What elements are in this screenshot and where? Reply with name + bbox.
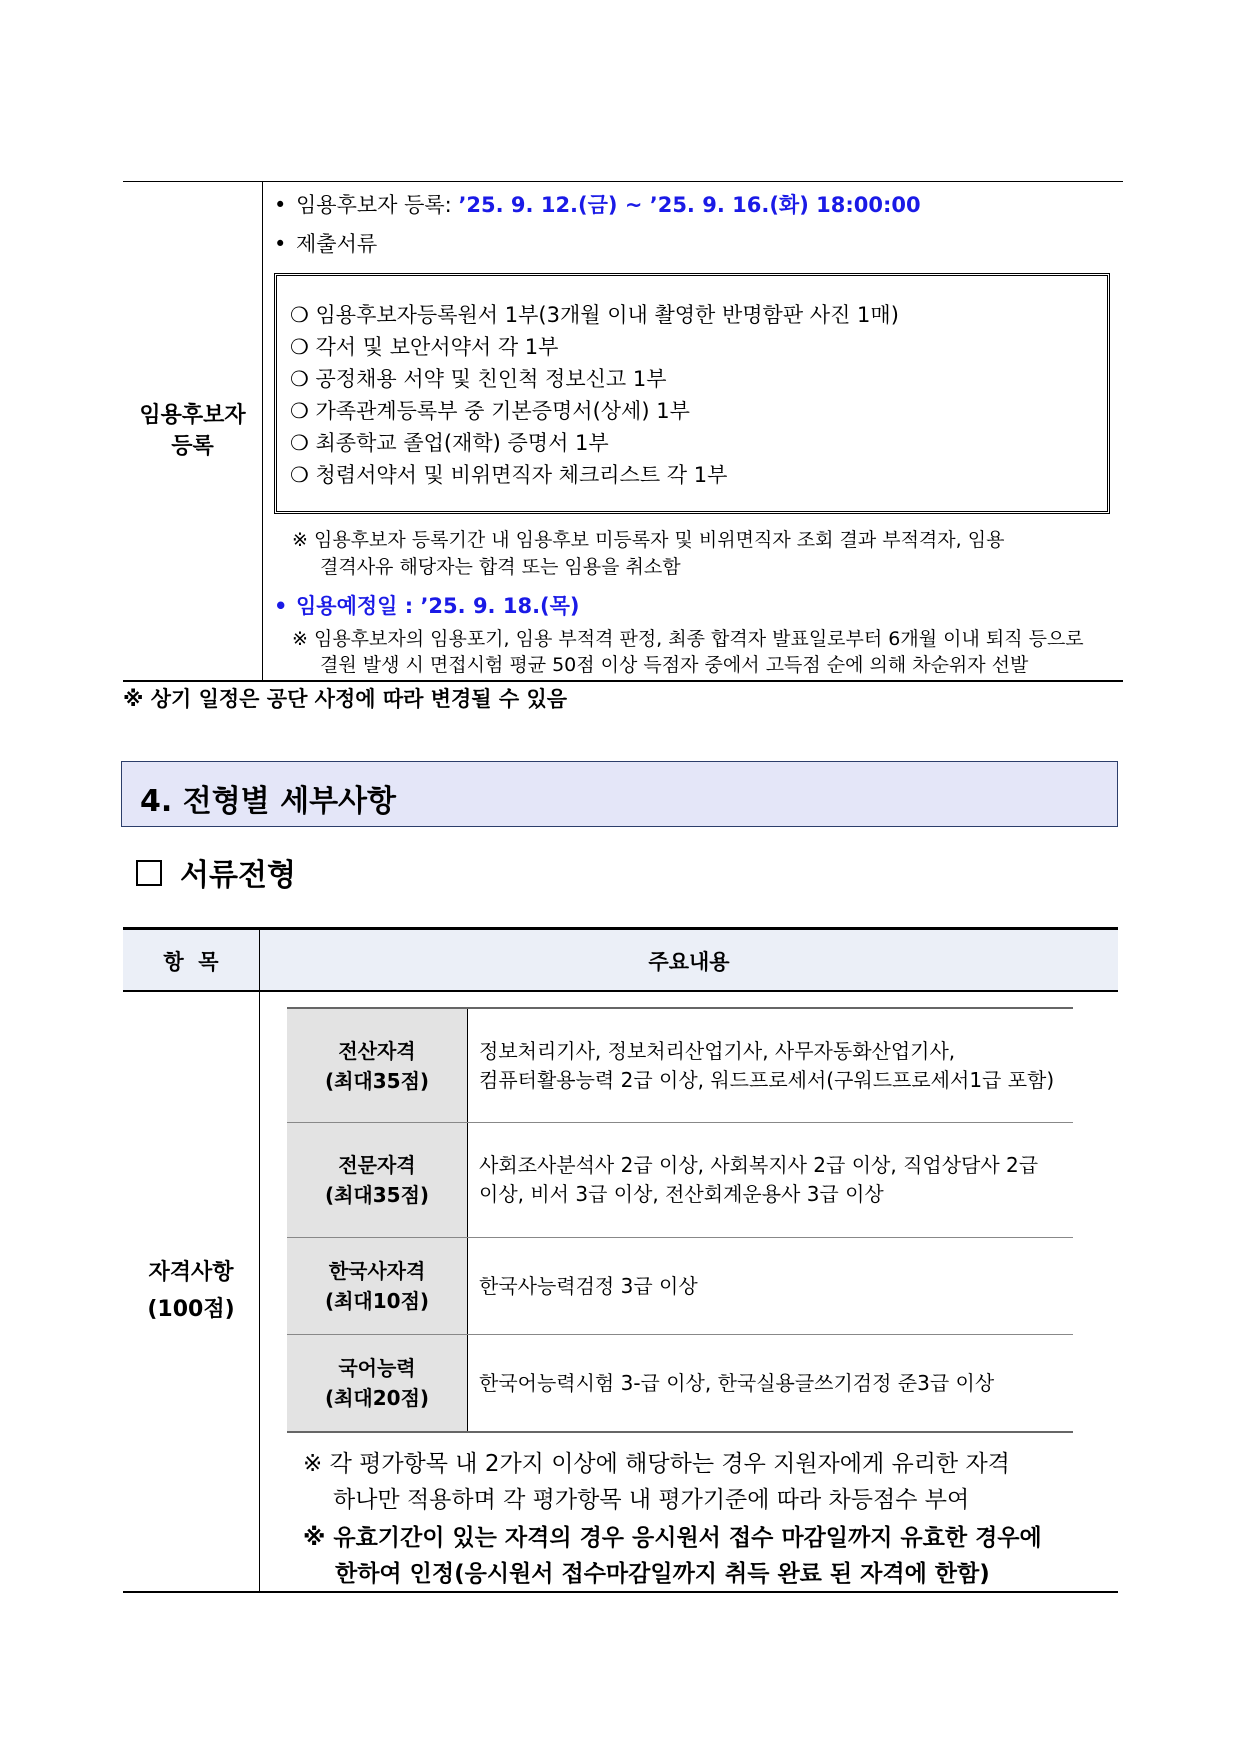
row-label-line1: 임용후보자 xyxy=(139,403,246,428)
row-label-qualifications xyxy=(123,1254,259,1328)
registration-period: ’25. 9. 12.(금) ~ ’25. 9. 16.(화) 18:00:00 xyxy=(458,193,921,217)
table-bottom-border xyxy=(123,680,1123,682)
qualification-max: (최대35점) xyxy=(324,1068,430,1093)
qualification-line1: 한국어능력시험 3-급 이상, 한국실용글쓰기검정 준3급 이상 xyxy=(479,1370,995,1395)
qualification-detail xyxy=(479,1238,1073,1334)
row-label-line2: 등록 xyxy=(171,434,214,459)
validity-note-line1: ※ 유효기간이 있는 자격의 경우 응시원서 접수 마감일까지 유효한 경우에 xyxy=(303,1525,1042,1551)
table-row xyxy=(287,1009,1073,1122)
qualification-name: 국어능력 xyxy=(338,1356,416,1380)
qualification-label xyxy=(287,1009,468,1122)
appointment-date: 임용예정일 : ’25. 9. 18.(목) xyxy=(296,594,580,618)
header-item: 항 목 xyxy=(163,950,219,974)
table-column-divider xyxy=(262,181,263,681)
table-row xyxy=(287,1335,1073,1431)
row-label-line2: (100점) xyxy=(147,1297,235,1322)
appointment-date-item xyxy=(274,590,580,620)
qualification-name: 전산자격 xyxy=(338,1038,416,1063)
documents-title: 제출서류 xyxy=(296,232,378,256)
table-header-top-border xyxy=(123,927,1118,930)
qualification-label xyxy=(287,1123,468,1237)
header-content: 주요내용 xyxy=(648,950,730,974)
qualification-name: 전문자격 xyxy=(338,1153,416,1177)
document-item: ❍ 각서 및 보안서약서 각 1부 xyxy=(290,335,559,359)
table-row xyxy=(287,1238,1073,1334)
document-item: ❍ 최종학교 졸업(재학) 증명서 1부 xyxy=(290,431,609,455)
subsection-title xyxy=(136,850,296,894)
qualification-line2: 이상, 비서 3급 이상, 전산회계운용사 3급 이상 xyxy=(479,1182,884,1206)
validity-note-line2: 한하여 인정(응시원서 접수마감일까지 취득 완료 된 자격에 한함) xyxy=(335,1561,990,1587)
table-top-border xyxy=(123,181,1123,182)
divider xyxy=(287,1431,1073,1433)
appointment-note-line1: ※ 임용후보자의 임용포기, 임용 부적격 판정, 최종 합격자 발표일로부터 6개월 이내 퇴직 등으로 xyxy=(292,628,1084,650)
document-item: ❍ 공정채용 서약 및 친인척 정보신고 1부 xyxy=(290,367,667,391)
documents-title-item xyxy=(274,228,377,258)
square-icon xyxy=(136,860,162,886)
section-title: 4. 전형별 세부사항 xyxy=(140,784,397,819)
registration-note-line1: ※ 임용후보자 등록기간 내 임용후보 미등록자 및 비위면직자 조회 결과 부적격자, 임용 xyxy=(292,529,1005,551)
qualification-table xyxy=(287,1007,1073,1432)
document-item: ❍ 청렴서약서 및 비위면직자 체크리스트 각 1부 xyxy=(290,463,728,487)
subsection-title-text: 서류전형 xyxy=(180,858,296,893)
evaluation-note-line1: ※ 각 평가항목 내 2가지 이상에 해당하는 경우 지원자에게 유리한 자격 xyxy=(303,1451,1010,1477)
qualification-name: 한국사자격 xyxy=(328,1259,426,1283)
registration-prefix: 임용후보자 등록: xyxy=(296,193,459,217)
bullet-icon: • xyxy=(274,193,287,217)
evaluation-note-line2: 하나만 적용하며 각 평가항목 내 평가기준에 따라 차등점수 부여 xyxy=(333,1487,970,1513)
document-item: ❍ 가족관계등록부 중 기본증명서(상세) 1부 xyxy=(290,399,690,423)
schedule-footnote: ※ 상기 일정은 공단 사정에 따라 변경될 수 있음 xyxy=(123,687,568,711)
qualification-label xyxy=(287,1335,468,1431)
qualification-max: (최대20점) xyxy=(324,1386,430,1410)
section-header xyxy=(121,761,1118,827)
qualification-detail xyxy=(479,1123,1073,1237)
appointment-note-line2: 결원 발생 시 면접시험 평균 50점 이상 득점자 중에서 고득점 순에 의해 차순위자 선발 xyxy=(320,654,1029,676)
qualification-line1: 정보처리기사, 정보처리산업기사, 사무자동화산업기사, xyxy=(479,1038,956,1063)
qualification-detail xyxy=(479,1009,1073,1122)
qualification-label xyxy=(287,1238,468,1334)
bullet-icon: • xyxy=(274,594,288,618)
qualification-line1: 한국사능력검정 3급 이상 xyxy=(479,1273,698,1298)
qualification-detail xyxy=(479,1335,1073,1431)
registration-note-line2: 결격사유 해당자는 합격 또는 임용을 취소함 xyxy=(320,556,681,578)
table-column-divider xyxy=(259,928,260,1592)
qualification-max: (최대35점) xyxy=(324,1183,430,1207)
bullet-icon: • xyxy=(274,232,287,256)
registration-period-item xyxy=(274,189,921,219)
row-label-registration xyxy=(123,400,262,462)
table-row xyxy=(287,1123,1073,1237)
qualification-max: (최대10점) xyxy=(324,1289,430,1313)
table-header-bottom-border xyxy=(123,990,1118,992)
qualification-line2: 컴퓨터활용능력 2급 이상, 워드프로세서(구워드프로세서1급 포함) xyxy=(479,1067,1055,1092)
document-item: ❍ 임용후보자등록원서 1부(3개월 이내 촬영한 반명함판 사진 1매) xyxy=(290,303,899,327)
row-label-line1: 자격사항 xyxy=(148,1260,234,1285)
qualification-line1: 사회조사분석사 2급 이상, 사회복지사 2급 이상, 직업상담사 2급 xyxy=(479,1153,1039,1177)
